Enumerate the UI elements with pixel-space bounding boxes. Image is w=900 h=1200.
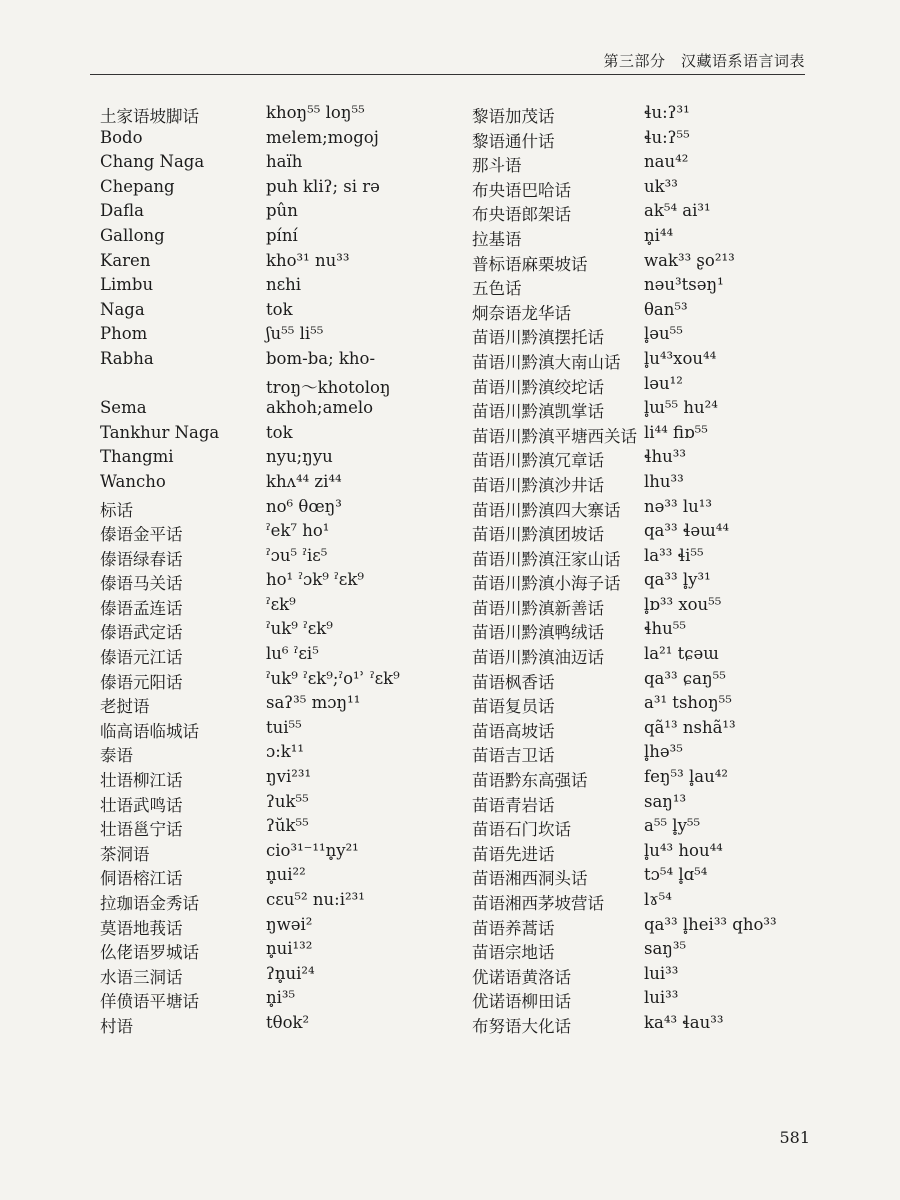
word-form: ˀuk⁹ ˀɛk⁹	[266, 619, 333, 639]
word-form: la²¹ tɕəɯ	[644, 644, 719, 664]
language-name: 苗语先进话	[472, 844, 555, 864]
language-name: 普标语麻栗坡话	[472, 254, 588, 274]
language-name: 泰语	[100, 746, 133, 766]
language-name: Wancho	[100, 471, 166, 491]
word-form: ʔn̥ui²⁴	[266, 963, 315, 983]
word-form: kho³¹ nu³³	[266, 250, 350, 270]
language-name: 壮语邕宁话	[100, 820, 183, 840]
language-name: Thangmi	[100, 447, 174, 467]
word-form: ˀuk⁹ ˀɛk⁹;ˀo¹ʾ ˀɛk⁹	[266, 668, 400, 688]
word-form: tui⁵⁵	[266, 717, 302, 737]
word-form: lɤ⁵⁴	[644, 890, 672, 909]
word-form: lu⁶ ˀɛi⁵	[266, 644, 319, 664]
language-name: Chepang	[100, 176, 175, 196]
language-name: 布努语大化话	[472, 1016, 571, 1036]
language-name: 苗语高坡话	[472, 721, 555, 741]
word-form: nau⁴²	[644, 152, 689, 172]
language-name: 苗语川黔滇摆托话	[472, 328, 604, 348]
word-form: khoŋ⁵⁵ loŋ⁵⁵	[266, 103, 365, 122]
word-form: l̥ɯ⁵⁵ hu²⁴	[644, 398, 718, 418]
language-name: 傣语孟连话	[100, 598, 183, 618]
word-form: a³¹ tshoŋ⁵⁵	[644, 693, 732, 713]
word-form: qa³³ ɕaŋ⁵⁵	[644, 668, 726, 688]
word-form: ɬhu⁵⁵	[644, 619, 686, 639]
word-form: ak⁵⁴ ai³¹	[644, 201, 711, 221]
language-name: 苗语川黔滇沙井话	[472, 475, 604, 495]
word-form: ʃu⁵⁵ li⁵⁵	[266, 324, 324, 344]
word-form: tok	[266, 299, 293, 319]
word-form: ho¹ ˀɔk⁹ ˀɛk⁹	[266, 570, 364, 590]
language-name: 苗语湘西洞头话	[472, 869, 588, 889]
word-form: no⁶ θœŋ³	[266, 496, 342, 516]
word-form: ˀɔu⁵ ˀiɛ⁵	[266, 545, 328, 565]
language-name: 苗语川黔滇平塘西关话	[472, 426, 637, 446]
page-number: 581	[779, 1128, 810, 1147]
language-name: 苗语黔东高强话	[472, 771, 588, 791]
word-form: ʔŭk⁵⁵	[266, 816, 309, 836]
word-form: tok	[266, 422, 293, 442]
language-name: Limbu	[100, 275, 154, 295]
language-name: 标话	[100, 500, 133, 520]
language-name: 布央语郎架话	[472, 205, 571, 225]
word-form: haïh	[266, 152, 303, 172]
word-form: melem;mogoj	[266, 127, 379, 147]
language-name: Tankhur Naga	[100, 422, 220, 442]
word-form: l̥əu⁵⁵	[644, 324, 683, 344]
running-header	[90, 50, 805, 75]
language-name: 苗语川黔滇油迈话	[472, 648, 604, 668]
language-name: 土家语坡脚话	[100, 107, 199, 126]
word-form: lui³³	[644, 988, 679, 1008]
word-form: saŋ³⁵	[644, 939, 687, 959]
word-form: l̥ɒ³³ xou⁵⁵	[644, 594, 722, 614]
word-form: ŋvi²³¹	[266, 767, 312, 787]
language-name: 苗语吉卫话	[472, 746, 555, 766]
language-name: Naga	[100, 299, 145, 319]
language-name: 佯偾语平塘话	[100, 992, 199, 1012]
language-name: Chang Naga	[100, 152, 205, 172]
language-name: 傣语金平话	[100, 525, 183, 545]
word-form: puh kliʔ; si rə	[266, 176, 380, 196]
language-name: 苗语宗地话	[472, 943, 555, 963]
word-form: píní	[266, 225, 298, 245]
language-name: 炯奈语龙华话	[472, 303, 571, 323]
language-name: 苗语川黔滇绞坨话	[472, 377, 604, 397]
word-form: ˀɛk⁹	[266, 594, 296, 614]
word-form: ŋwəi²	[266, 914, 313, 934]
word-form: cio³¹⁻¹¹n̥y²¹	[266, 840, 359, 860]
language-name: 拉珈语金秀话	[100, 894, 199, 913]
word-form: ɬu:ʔ³¹	[644, 103, 690, 122]
language-name: 傣语绿春话	[100, 549, 183, 569]
word-form: saŋ¹³	[644, 791, 687, 811]
language-name: 布央语巴哈话	[472, 180, 571, 200]
word-form: la³³ ɬi⁵⁵	[644, 545, 704, 565]
language-name: 苗语川黔滇大南山话	[472, 352, 621, 372]
language-name: 那斗语	[472, 156, 522, 176]
word-form: cɛu⁵² nu:i²³¹	[266, 890, 365, 909]
language-name: 苗语川黔滇团坡话	[472, 525, 604, 545]
language-name: 仫佬语罗城话	[100, 943, 199, 963]
word-form: troŋ～khotoloŋ	[266, 377, 391, 397]
language-name: 黎语加茂话	[472, 107, 555, 126]
word-form: nə³³ lu¹³	[644, 496, 712, 516]
language-name: 苗语石门坎话	[472, 820, 571, 840]
word-form: ˀek⁷ ho¹	[266, 521, 330, 541]
word-form: qa³³ l̥hei³³ qho³³	[644, 914, 777, 934]
word-form: nɛhi	[266, 275, 302, 295]
language-name: 拉基语	[472, 229, 522, 249]
language-name: 苗语川黔滇汪家山话	[472, 549, 621, 569]
language-name: Bodo	[100, 127, 143, 147]
language-name: 村语	[100, 1016, 133, 1036]
word-form: ka⁴³ ɬau³³	[644, 1012, 724, 1032]
language-name: 苗语湘西茅坡营话	[472, 894, 604, 913]
word-form: ʔuk⁵⁵	[266, 791, 309, 811]
language-name: 傣语元阳话	[100, 672, 183, 692]
word-form: ləu¹²	[644, 373, 683, 393]
language-name: 壮语柳江话	[100, 771, 183, 791]
language-name: 苗语川黔滇冗章话	[472, 451, 604, 471]
language-name: Rabha	[100, 348, 154, 368]
language-name: 苗语川黔滇鸭绒话	[472, 623, 604, 643]
word-form: lui³³	[644, 963, 679, 983]
word-form: ɬu:ʔ⁵⁵	[644, 127, 690, 147]
word-form: feŋ⁵³ l̥au⁴²	[644, 767, 728, 787]
word-form: a⁵⁵ l̥y⁵⁵	[644, 816, 701, 836]
language-name: 水语三洞话	[100, 967, 183, 987]
language-name: Karen	[100, 250, 151, 270]
word-form: li⁴⁴ fiɒ⁵⁵	[644, 422, 708, 442]
word-form: qa³³ l̥y³¹	[644, 570, 711, 590]
word-form: ɬhu³³	[644, 447, 686, 467]
language-name: 苗语川黔滇四大寨话	[472, 500, 621, 520]
word-form: l̥u⁴³ hou⁴⁴	[644, 840, 723, 860]
language-name: 侗语榕江话	[100, 869, 183, 889]
word-form: akhoh;amelo	[266, 398, 374, 418]
word-form: n̥ui²²	[266, 865, 306, 885]
word-form: wak³³ ʂo²¹³	[644, 250, 735, 270]
language-name: 苗语川黔滇凯掌话	[472, 402, 604, 422]
language-name: 苗语枫香话	[472, 672, 555, 692]
language-name: 苗语养蒿话	[472, 918, 555, 938]
word-form: nəu³tsəŋ¹	[644, 275, 724, 295]
language-name: 优诺语柳田话	[472, 992, 571, 1012]
language-name: 茶洞语	[100, 844, 150, 864]
word-form: pûn	[266, 201, 298, 221]
language-name: 傣语马关话	[100, 574, 183, 594]
language-name: Dafla	[100, 201, 144, 221]
word-form: n̥i³⁵	[266, 988, 296, 1008]
word-form: n̥i⁴⁴	[644, 225, 674, 245]
language-name: Phom	[100, 324, 148, 344]
word-form: lhu³³	[644, 471, 684, 491]
language-name: 临高语临城话	[100, 721, 199, 741]
word-form: bom-ba; kho-	[266, 348, 376, 368]
word-form: θan⁵³	[644, 299, 688, 319]
word-form: l̥u⁴³xou⁴⁴	[644, 348, 717, 368]
language-name: 苗语川黔滇新善话	[472, 598, 604, 618]
language-name: 苗语青岩话	[472, 795, 555, 815]
language-name: Sema	[100, 398, 147, 418]
word-form: tɔ⁵⁴ l̥ɑ⁵⁴	[644, 865, 708, 885]
word-form: uk³³	[644, 176, 678, 196]
word-form: saʔ³⁵ mɔŋ¹¹	[266, 693, 361, 713]
word-form: l̥hə³⁵	[644, 742, 683, 762]
word-form: khʌ⁴⁴ zi⁴⁴	[266, 471, 342, 491]
word-form: n̥ui¹³²	[266, 939, 313, 959]
language-name: 苗语川黔滇小海子话	[472, 574, 621, 594]
word-form: qã¹³ nshã¹³	[644, 717, 736, 737]
language-name: 傣语武定话	[100, 623, 183, 643]
language-name: 老挝语	[100, 697, 150, 717]
word-form: tθok²	[266, 1012, 310, 1032]
language-name: 傣语元江话	[100, 648, 183, 668]
word-form: nyu;ŋyu	[266, 447, 333, 467]
header-title: 第三部分 汉藏语系语言词表	[603, 52, 805, 70]
word-form: qa³³ ɬəɯ⁴⁴	[644, 521, 730, 541]
language-name: 五色话	[472, 279, 522, 299]
language-name: Gallong	[100, 225, 165, 245]
language-name: 莫语地莪话	[100, 918, 183, 938]
language-name: 黎语通什话	[472, 131, 555, 151]
language-name: 优诺语黄洛话	[472, 967, 571, 987]
language-name: 苗语复员话	[472, 697, 555, 717]
language-name: 壮语武鸣话	[100, 795, 183, 815]
word-form: ɔ:k¹¹	[266, 742, 305, 762]
